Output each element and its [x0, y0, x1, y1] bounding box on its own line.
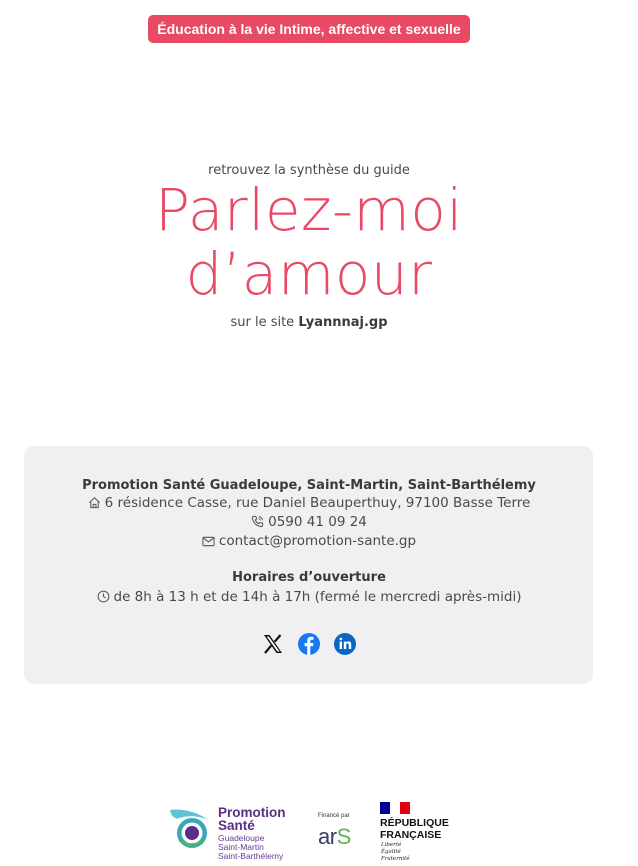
republic-motto: Liberté Égalité Fraternité	[381, 842, 410, 862]
french-flag-icon	[380, 802, 410, 814]
hours-title: Horaires d’ouverture	[232, 570, 386, 585]
phone-icon	[251, 515, 264, 528]
x-icon[interactable]	[261, 631, 285, 657]
promotion-sante-name: Promotion Santé	[218, 805, 286, 833]
phone-text[interactable]: 0590 41 09 24	[268, 514, 367, 530]
intro-text: retrouvez la synthèse du guide	[208, 163, 410, 178]
mail-icon	[202, 536, 215, 547]
republique-francaise: RÉPUBLIQUE FRANÇAISE	[380, 817, 449, 841]
guide-title	[0, 178, 618, 306]
linkedin-icon[interactable]	[332, 631, 358, 657]
ars-logo: arS	[318, 824, 351, 849]
facebook-icon[interactable]	[296, 631, 322, 657]
site-link[interactable]: Lyannnaj.gp	[298, 315, 388, 330]
address-text: 6 résidence Casse, rue Daniel Beauperthuy, 97100 Basse Terre	[104, 495, 531, 511]
finance-label: Financé par	[318, 813, 350, 819]
promotion-sante-regions: Guadeloupe Saint-Martin Saint-Barthélemy	[218, 833, 284, 861]
site-line	[0, 315, 618, 330]
title-line-2: d’amour	[185, 240, 433, 308]
title-line-1: Parlez-moi	[154, 176, 464, 244]
home-icon	[88, 496, 101, 509]
clock-icon	[97, 590, 110, 603]
hours-line	[0, 589, 618, 605]
theme-badge: Éducation à la vie Intime, affective et sexuelle	[148, 15, 470, 43]
hours-text: de 8h à 13 h et de 14h à 17h (fermé le mercredi après-midi)	[113, 589, 522, 605]
email-text[interactable]: contact@promotion-sante.gp	[218, 533, 417, 549]
email-line	[0, 533, 618, 549]
promotion-sante-logo-icon	[168, 806, 214, 852]
site-prefix: sur le site	[230, 315, 299, 330]
address-line	[0, 495, 618, 511]
org-name: Promotion Santé Guadeloupe, Saint-Martin, Saint-Barthélemy	[82, 478, 536, 493]
phone-line	[0, 514, 618, 530]
